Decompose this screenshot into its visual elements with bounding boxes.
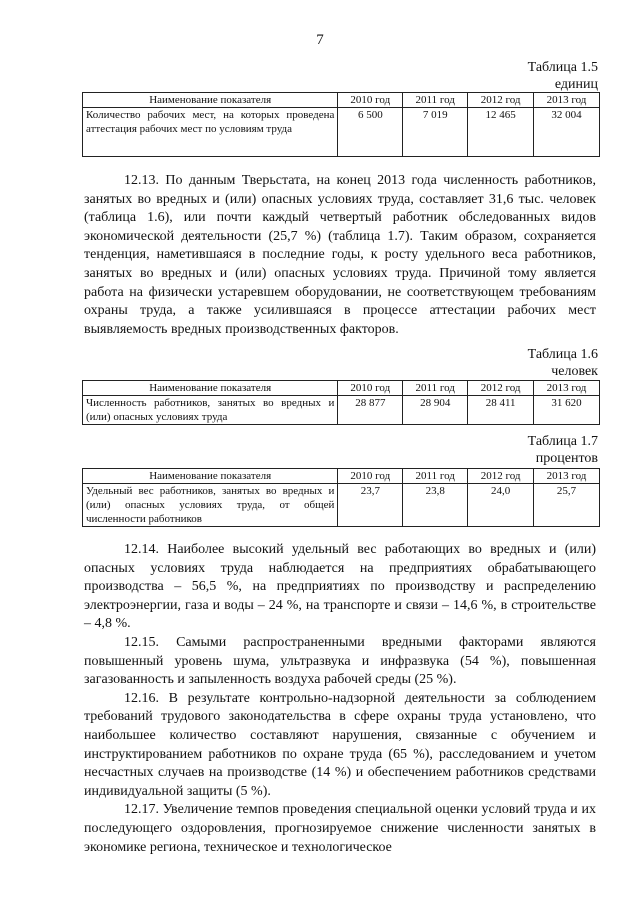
table-cell: 6 500 xyxy=(338,108,403,157)
column-header: 2012 год xyxy=(468,381,534,396)
page-number: 7 xyxy=(316,32,324,48)
paragraph-12-14: 12.14. Наиболее высокий удельный вес работающих во вредных и (или) опасных условиях труда наблюдается на предприятиях обрабатывающего производства – 56,5 %, на предприятиях по производству и распределению электроэнергии, газа и воды – 24 %, на транспорте и связи – 14,6 %, в строительстве – 4,8 %. xyxy=(84,542,596,632)
table-1-5-caption-block xyxy=(460,59,598,93)
table-row xyxy=(83,396,600,425)
table-header-row xyxy=(83,381,600,396)
table-cell: 12 465 xyxy=(468,108,534,157)
table-1-6 xyxy=(82,380,600,425)
indicator-name: Удельный вес работников, занятых во вредных и (или) опасных условиях труда, от общей численности работников xyxy=(83,484,338,527)
column-header: 2013 год xyxy=(534,469,600,484)
column-header: 2010 год xyxy=(338,93,403,108)
column-header: 2012 год xyxy=(468,93,534,108)
column-header: 2013 год xyxy=(534,93,600,108)
table-1-6-caption-block xyxy=(460,346,598,380)
table-1-7 xyxy=(82,468,600,527)
table-cell: 28 877 xyxy=(338,396,403,425)
table-cell: 28 904 xyxy=(403,396,468,425)
table-1-7-caption: Таблица 1.7 xyxy=(527,434,598,449)
table-cell: 23,7 xyxy=(338,484,403,527)
table-cell: 28 411 xyxy=(468,396,534,425)
column-header: 2013 год xyxy=(534,381,600,396)
table-cell: 24,0 xyxy=(468,484,534,527)
paragraph-12-15: 12.15. Самыми распространенными вредными факторами являются повышенный уровень шума, ультразвука и инфразвука (54 %), повышенная загазованность и запыленность воздуха рабочей среды (25 %). xyxy=(84,634,596,688)
table-cell: 25,7 xyxy=(534,484,600,527)
table-header-row xyxy=(83,93,600,108)
table-1-6-caption: Таблица 1.6 xyxy=(527,347,598,362)
table-cell: 31 620 xyxy=(534,396,600,425)
table-cell: 23,8 xyxy=(403,484,468,527)
indicator-name: Количество рабочих мест, на которых проведена аттестация рабочих мест по условиям труда xyxy=(83,108,338,157)
table-row xyxy=(83,108,600,157)
paragraphs-block xyxy=(84,541,596,857)
table-1-7-unit: процентов xyxy=(535,451,598,466)
table-1-5 xyxy=(82,92,600,157)
table-1-5-unit: единиц xyxy=(554,77,598,92)
table-cell: 7 019 xyxy=(403,108,468,157)
paragraph-12-13-block xyxy=(84,172,596,339)
paragraph-12-16: 12.16. В результате контрольно-надзорной деятельности за соблюдением требований трудового законодательства в сфере охраны труда установлено, что наибольшее количество составляют нарушения, связанные с обучением и инструктированием работников по охране труда (65 %), расследованием и учетом несчастных случаев на производстве (14 %) и обеспечением работников средствами индивидуальной защиты (5 %). xyxy=(84,690,596,799)
table-1-7-caption-block xyxy=(460,433,598,467)
column-header: Наименование показателя xyxy=(83,93,338,108)
column-header: 2010 год xyxy=(338,381,403,396)
table-row xyxy=(83,484,600,527)
table-cell: 32 004 xyxy=(534,108,600,157)
column-header: 2010 год xyxy=(338,469,403,484)
table-1-6-unit: человек xyxy=(551,364,598,379)
indicator-name: Численность работников, занятых во вредных и (или) опасных условиях труда xyxy=(83,396,338,425)
paragraph-12-17: 12.17. Увеличение темпов проведения специальной оценки условий труда и их последующего оздоровления, прогнозируемое снижение численности занятых в экономике региона, техническое и технологическое xyxy=(84,802,596,855)
column-header: 2011 год xyxy=(403,93,468,108)
table-1-5-caption: Таблица 1.5 xyxy=(527,60,598,75)
table-header-row xyxy=(83,469,600,484)
column-header: 2011 год xyxy=(403,469,468,484)
column-header: 2012 год xyxy=(468,469,534,484)
column-header: Наименование показателя xyxy=(83,381,338,396)
column-header: 2011 год xyxy=(403,381,468,396)
column-header: Наименование показателя xyxy=(83,469,338,484)
paragraph-12-13: 12.13. По данным Тверьстата, на конец 2013 года численность работников, занятых во вредных и (или) опасных условиях труда, составляет 31,6 тыс. человек (таблица 1.6), или почти каждый четвертый работник обследованных видов экономической деятельности (25,7 %) (таблица 1.7). Таким образом, сохраняется тенденция, наметившаяся в последние годы, к росту удельного веса работников, занятых во вредных и (или) опасных условиях труда. Причиной тому является работа на физически устаревшем оборудовании, не соответствующем требованиям охраны труда, а также усилившаяся в процессе аттестации рабочих мест выявляемость вредных производственных факторов. xyxy=(84,173,596,337)
